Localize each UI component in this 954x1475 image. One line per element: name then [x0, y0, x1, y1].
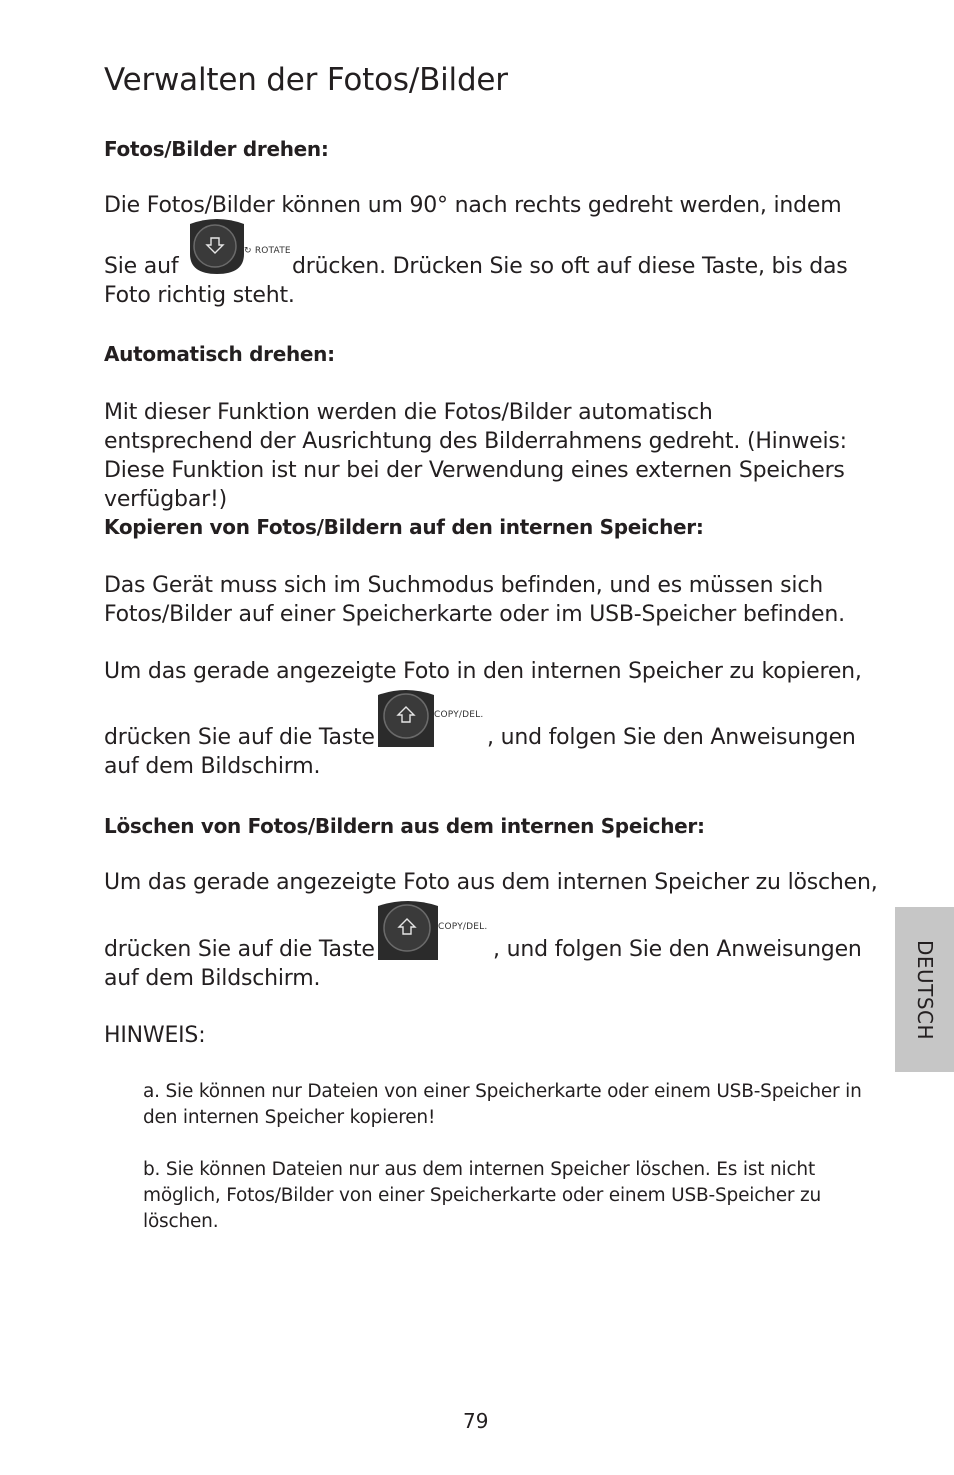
rotate-line-3: Foto richtig steht.	[104, 283, 295, 308]
delete-button-image	[376, 900, 488, 962]
delete-button-shape	[376, 900, 442, 962]
page-title: Verwalten der Fotos/Bilder	[104, 62, 508, 98]
delete-line-3: auf dem Bildschirm.	[104, 966, 321, 991]
rotate-button-shape	[186, 218, 248, 276]
auto-rotate-text: Mit dieser Funktion werden die Fotos/Bilder automatisch entsprechend der Ausrichtung des Bilderrahmens gedreht. (Hinweis: Diese Funktion ist nur bei der Verwendung eines externen Speichers verfügbar!)	[104, 400, 847, 512]
copy-line-3: auf dem Bildschirm.	[104, 754, 321, 779]
rotate-button-image	[186, 218, 291, 276]
page-number: 79	[463, 1409, 489, 1433]
copy-button-shape	[376, 689, 438, 749]
heading-delete: Löschen von Fotos/Bildern aus dem internen Speicher:	[104, 814, 705, 838]
notes-heading: HINWEIS:	[104, 1023, 206, 1048]
copy-label: COPY/DEL.	[434, 710, 484, 720]
copy-text-1: Das Gerät muss sich im Suchmodus befinden, und es müssen sich Fotos/Bilder auf einer Speicherkarte oder im USB-Speicher befinden.	[104, 573, 845, 627]
heading-copy: Kopieren von Fotos/Bildern auf den internen Speicher:	[104, 515, 704, 539]
delete-line-2-pre: drücken Sie auf die Taste	[104, 937, 375, 962]
heading-rotate: Fotos/Bilder drehen:	[104, 137, 329, 161]
note-a: a. Sie können nur Dateien von einer Speicherkarte oder einem USB-Speicher in den internen Speicher kopieren!	[143, 1081, 862, 1128]
note-b: b. Sie können Dateien nur aus dem internen Speicher löschen. Es ist nicht möglich, Fotos/Bilder von einer Speicherkarte oder einem USB-Speicher zu löschen.	[143, 1159, 821, 1232]
rotate-line-1: Die Fotos/Bilder können um 90° nach rechts gedreht werden, indem	[104, 193, 842, 218]
copy-button-image	[376, 689, 484, 749]
rotate-line-2-pre: Sie auf	[104, 254, 179, 279]
copy-line-2-pre: drücken Sie auf die Taste	[104, 725, 375, 750]
rotate-line-2-post: drücken. Drücken Sie so oft auf diese Taste, bis das	[292, 254, 848, 279]
delete-line-1: Um das gerade angezeigte Foto aus dem internen Speicher zu löschen,	[104, 870, 878, 895]
copy-line-1: Um das gerade angezeigte Foto in den internen Speicher zu kopieren,	[104, 659, 862, 684]
rotate-arrow-icon: ↻	[244, 246, 252, 256]
heading-auto-rotate: Automatisch drehen:	[104, 342, 335, 366]
delete-line-2-post: , und folgen Sie den Anweisungen	[493, 937, 862, 962]
rotate-label: ↻ ROTATE	[244, 246, 291, 256]
delete-label: COPY/DEL.	[438, 922, 488, 932]
language-tab	[895, 907, 954, 1072]
copy-line-2-post: , und folgen Sie den Anweisungen	[487, 725, 856, 750]
language-tab-label: DEUTSCH	[912, 939, 937, 1040]
